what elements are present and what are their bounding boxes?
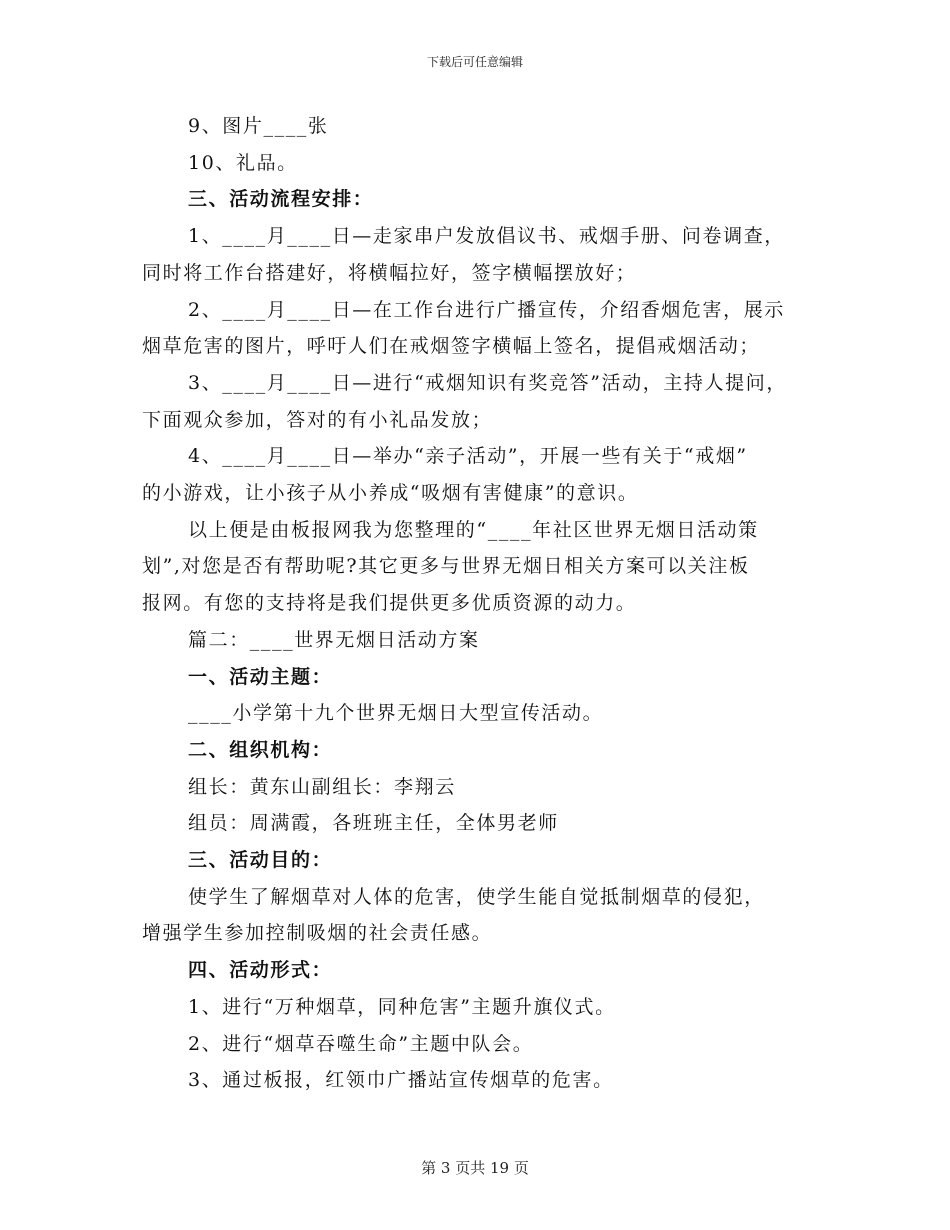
text-line: 10、礼品。 [188,151,298,174]
text-line: 的小游戏，让小孩子从小养成“吸烟有害健康”的意识。 [142,482,639,505]
document-body [142,108,822,1099]
section-heading: 四、活动形式： [188,959,333,982]
page-footer: 第 3 页共 19 页 [421,1159,529,1177]
text-line: 划”,对您是否有帮助呢?其它更多与世界无烟日相关方案可以关注板 [142,555,750,578]
text-line: 报网。有您的支持将是我们提供更多优质资源的动力。 [142,592,637,615]
section-heading: 三、活动目的： [188,849,333,872]
text-line: 烟草危害的图片，呼吁人们在戒烟签字横幅上签名，提倡戒烟活动； [142,335,761,358]
text-line: 2、进行“烟草吞噬生命”主题中队会。 [188,1032,534,1055]
text-line: 增强学生参加控制吸烟的社会责任感。 [142,922,493,945]
section-heading: 二、组织机构： [188,738,333,761]
text-line: 以上便是由板报网我为您整理的“____年社区世界无烟日活动策 [188,518,759,541]
text-line: 使学生了解烟草对人体的危害，使学生能自觉抵制烟草的侵犯， [188,885,765,908]
text-line: 组员：周满霞，各班班主任，全体男老师 [188,812,559,835]
text-line: 下面观众参加，答对的有小礼品发放； [142,408,493,431]
text-line: 3、____月____日—进行“戒烟知识有奖竞答”活动，主持人提问， [188,371,787,394]
section-heading: 一、活动主题： [188,665,333,688]
text-line: 同时将工作台搭建好，将横幅拉好，签字横幅摆放好； [142,261,637,284]
section-heading: 三、活动流程安排： [188,188,374,211]
text-line: 9、图片____张 [188,115,329,137]
text-line: 1、____月____日—走家串户发放倡议书、戒烟手册、问卷调查， [188,225,785,248]
text-line: 1、进行“万种烟草，同种危害”主题升旗仪式。 [188,995,616,1018]
text-line: 篇二：____世界无烟日活动方案 [188,628,480,651]
text-line: 2、____月____日—在工作台进行广播宣传，介绍香烟危害，展示 [188,298,785,321]
text-line: ____小学第十九个世界无烟日大型宣传活动。 [188,702,604,725]
text-line: 3、通过板报，红领巾广播站宣传烟草的危害。 [188,1069,614,1092]
text-line: 组长：黄东山副组长：李翔云 [188,775,456,798]
page-header: 下载后可任意编辑 [426,55,523,69]
text-line: 4、____月____日—举办“亲子活动”，开展一些有关于“戒烟” [188,445,748,468]
